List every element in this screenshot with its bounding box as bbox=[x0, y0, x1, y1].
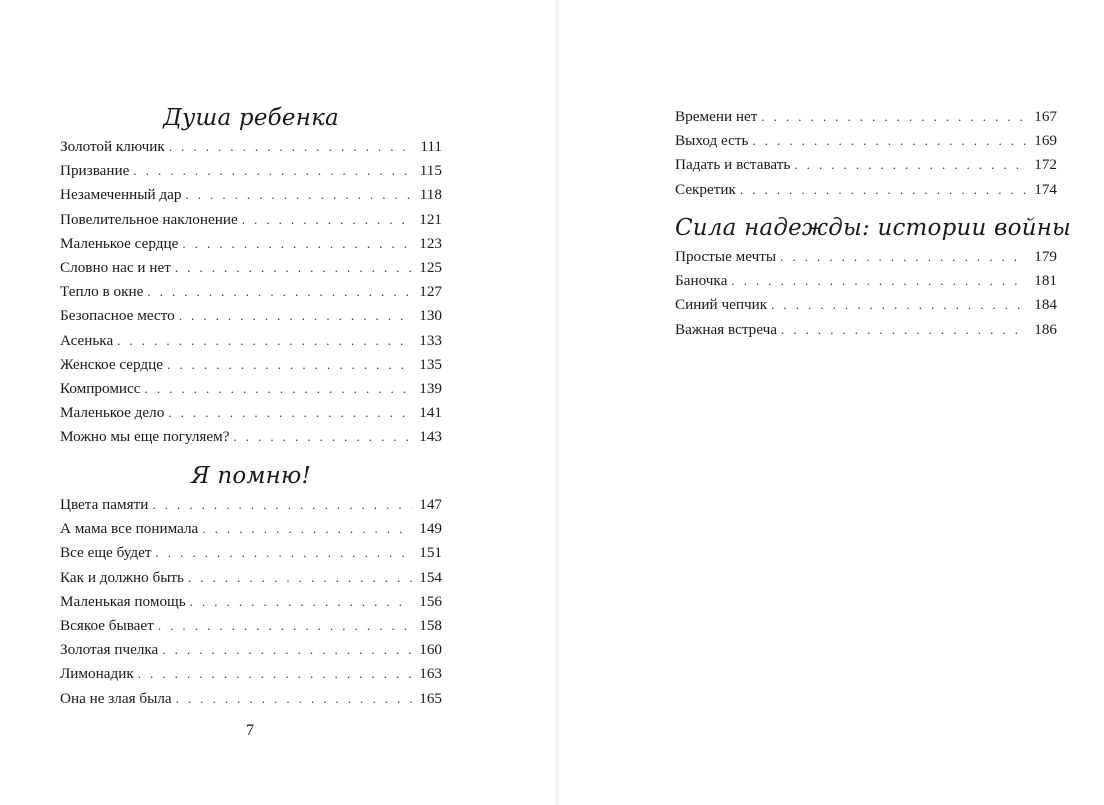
toc-entries bbox=[60, 135, 442, 449]
toc-entry[interactable] bbox=[60, 353, 442, 377]
toc-entry-page: 118 bbox=[419, 186, 442, 204]
toc-entry[interactable] bbox=[60, 159, 442, 183]
toc-entry-title: Секретик bbox=[675, 180, 736, 198]
section-title: Сила надежды: истории войны bbox=[675, 215, 1071, 241]
toc-entry-title: Словно нас и нет bbox=[60, 258, 171, 276]
dot-leader bbox=[188, 566, 412, 590]
toc-entry-title: Маленькое дело bbox=[60, 404, 165, 422]
toc-entry[interactable] bbox=[675, 105, 1057, 129]
toc-entry-title: Маленькое сердце bbox=[60, 234, 179, 252]
dot-leader bbox=[761, 105, 1027, 129]
toc-entry-title: Падать и вставать bbox=[675, 156, 791, 174]
dot-leader bbox=[781, 318, 1027, 342]
toc-entry[interactable] bbox=[675, 153, 1057, 177]
section-title: Я помню! bbox=[191, 463, 311, 489]
dot-leader bbox=[794, 153, 1027, 177]
toc-entry-page: 123 bbox=[419, 234, 442, 252]
toc-entry[interactable] bbox=[60, 662, 442, 686]
toc-entry-title: Важная встреча bbox=[675, 320, 777, 338]
toc-entry-title: Асенька bbox=[60, 331, 114, 349]
toc-entry-page: 160 bbox=[419, 641, 442, 659]
dot-leader bbox=[179, 304, 412, 328]
toc-section-ya-pomnyu bbox=[60, 459, 442, 711]
dot-leader bbox=[158, 614, 412, 638]
toc-entry-page: 147 bbox=[419, 496, 442, 513]
dot-leader bbox=[740, 178, 1027, 202]
toc-entry-page: 179 bbox=[1034, 248, 1057, 265]
toc-entry-page: 154 bbox=[419, 568, 442, 586]
toc-entry-page: 143 bbox=[419, 428, 442, 446]
toc-entry-page: 111 bbox=[420, 138, 442, 155]
toc-entry-page: 186 bbox=[1034, 320, 1057, 338]
dot-leader bbox=[117, 329, 412, 353]
toc-entry-title: Незамеченный дар bbox=[60, 186, 182, 204]
dot-leader bbox=[185, 183, 412, 207]
dot-leader bbox=[242, 208, 412, 232]
toc-entry[interactable] bbox=[60, 638, 442, 662]
dot-leader bbox=[771, 293, 1027, 317]
toc-entry-page: 181 bbox=[1034, 272, 1057, 290]
dot-leader bbox=[133, 159, 412, 183]
toc-entry-page: 149 bbox=[419, 520, 442, 538]
toc-entry[interactable] bbox=[60, 208, 442, 232]
toc-entry[interactable] bbox=[60, 590, 442, 614]
toc-entry[interactable] bbox=[675, 293, 1057, 317]
dot-leader bbox=[138, 662, 412, 686]
dot-leader bbox=[190, 590, 412, 614]
toc-entry-title: Все еще будет bbox=[60, 544, 152, 562]
toc-entry-title: Компромисс bbox=[60, 379, 141, 397]
dot-leader bbox=[752, 129, 1027, 153]
toc-entry-title: Можно мы еще погуляем? bbox=[60, 428, 230, 446]
dot-leader bbox=[169, 135, 412, 159]
toc-entry[interactable] bbox=[60, 614, 442, 638]
toc-entry-page: 130 bbox=[419, 307, 442, 325]
dot-leader bbox=[147, 280, 412, 304]
section-title: Душа ребенка bbox=[163, 105, 339, 131]
toc-entry-page: 158 bbox=[419, 616, 442, 634]
toc-entry-title: Женское сердце bbox=[60, 355, 164, 373]
dot-leader bbox=[168, 401, 412, 425]
toc-entry-page: 151 bbox=[419, 544, 442, 562]
page-number: 7 bbox=[246, 722, 254, 739]
toc-entry-page: 127 bbox=[419, 283, 442, 301]
toc-entry-page: 139 bbox=[419, 379, 442, 397]
toc-entry[interactable] bbox=[60, 232, 442, 256]
toc-entry[interactable] bbox=[60, 304, 442, 328]
toc-entry-title: Выход есть bbox=[675, 132, 749, 150]
toc-entry[interactable] bbox=[675, 129, 1057, 153]
toc-entry-page: 135 bbox=[419, 355, 442, 373]
toc-entry-title: Маленькая помощь bbox=[60, 592, 186, 610]
dot-leader bbox=[731, 269, 1027, 293]
toc-entry[interactable] bbox=[60, 493, 442, 517]
toc-entry-title: Золотой ключик bbox=[60, 138, 165, 155]
toc-entry-title: Цвета памяти bbox=[60, 496, 149, 513]
toc-entry-title: Повелительное наклонение bbox=[60, 210, 238, 228]
toc-entry[interactable] bbox=[60, 517, 442, 541]
dot-leader bbox=[233, 425, 412, 449]
toc-entry-page: 121 bbox=[419, 210, 442, 228]
dot-leader bbox=[145, 377, 412, 401]
toc-entry-page: 167 bbox=[1034, 108, 1057, 125]
dot-leader bbox=[182, 232, 412, 256]
toc-entry-title: Безопасное место bbox=[60, 307, 175, 325]
toc-entry-page: 165 bbox=[419, 689, 442, 707]
toc-entry[interactable] bbox=[60, 425, 442, 449]
dot-leader bbox=[202, 517, 412, 541]
toc-entries bbox=[675, 245, 1057, 342]
toc-entry[interactable] bbox=[60, 687, 442, 711]
toc-entry-page: 169 bbox=[1034, 132, 1057, 150]
toc-entry-title: Простые мечты bbox=[675, 248, 777, 265]
toc-entry-title: Лимонадик bbox=[60, 665, 134, 683]
toc-entry-title: Тепло в окне bbox=[60, 283, 144, 301]
toc-entry-page: 125 bbox=[419, 258, 442, 276]
toc-entries bbox=[60, 493, 442, 711]
toc-entry-title: Как и должно быть bbox=[60, 568, 184, 586]
toc-entry[interactable] bbox=[60, 566, 442, 590]
toc-entry-title: Синий чепчик bbox=[675, 296, 768, 314]
toc-entry[interactable] bbox=[60, 280, 442, 304]
toc-entry-title: Она не злая была bbox=[60, 689, 172, 707]
toc-entry-page: 115 bbox=[419, 162, 442, 180]
toc-entry-page: 156 bbox=[419, 592, 442, 610]
toc-entry[interactable] bbox=[675, 318, 1057, 342]
toc-section-sila-nadezhdy bbox=[675, 211, 1071, 342]
toc-entry-page: 163 bbox=[419, 665, 442, 683]
dot-leader bbox=[162, 638, 412, 662]
dot-leader bbox=[780, 245, 1027, 269]
toc-entry[interactable] bbox=[60, 329, 442, 353]
toc-entry[interactable] bbox=[675, 269, 1057, 293]
toc-entry-page: 174 bbox=[1034, 180, 1057, 198]
dot-leader bbox=[167, 353, 412, 377]
toc-entry-page: 133 bbox=[419, 331, 442, 349]
toc-entry-page: 184 bbox=[1034, 296, 1057, 314]
toc-entry-title: Всякое бывает bbox=[60, 616, 154, 634]
toc-entry[interactable] bbox=[675, 178, 1057, 202]
toc-entry[interactable] bbox=[60, 135, 442, 159]
toc-continued-entries bbox=[675, 105, 1057, 202]
dot-leader bbox=[152, 493, 412, 517]
toc-entry-title: Времени нет bbox=[675, 108, 758, 125]
toc-entry[interactable] bbox=[60, 256, 442, 280]
right-page bbox=[558, 0, 1104, 805]
toc-entry[interactable] bbox=[60, 401, 442, 425]
dot-leader bbox=[176, 687, 412, 711]
dot-leader bbox=[155, 541, 412, 565]
toc-entry-page: 141 bbox=[419, 404, 442, 422]
toc-entry-title: Баночка bbox=[675, 272, 728, 290]
toc-entry-title: Призвание bbox=[60, 162, 130, 180]
toc-section-dusha-rebenka bbox=[60, 101, 442, 449]
toc-entry[interactable] bbox=[675, 245, 1057, 269]
toc-entry[interactable] bbox=[60, 377, 442, 401]
toc-entry[interactable] bbox=[60, 183, 442, 207]
toc-entry-title: А мама все понимала bbox=[60, 520, 199, 538]
dot-leader bbox=[175, 256, 412, 280]
toc-entry[interactable] bbox=[60, 541, 442, 565]
toc-entry-title: Золотая пчелка bbox=[60, 641, 159, 659]
toc-entry-page: 172 bbox=[1034, 156, 1057, 174]
